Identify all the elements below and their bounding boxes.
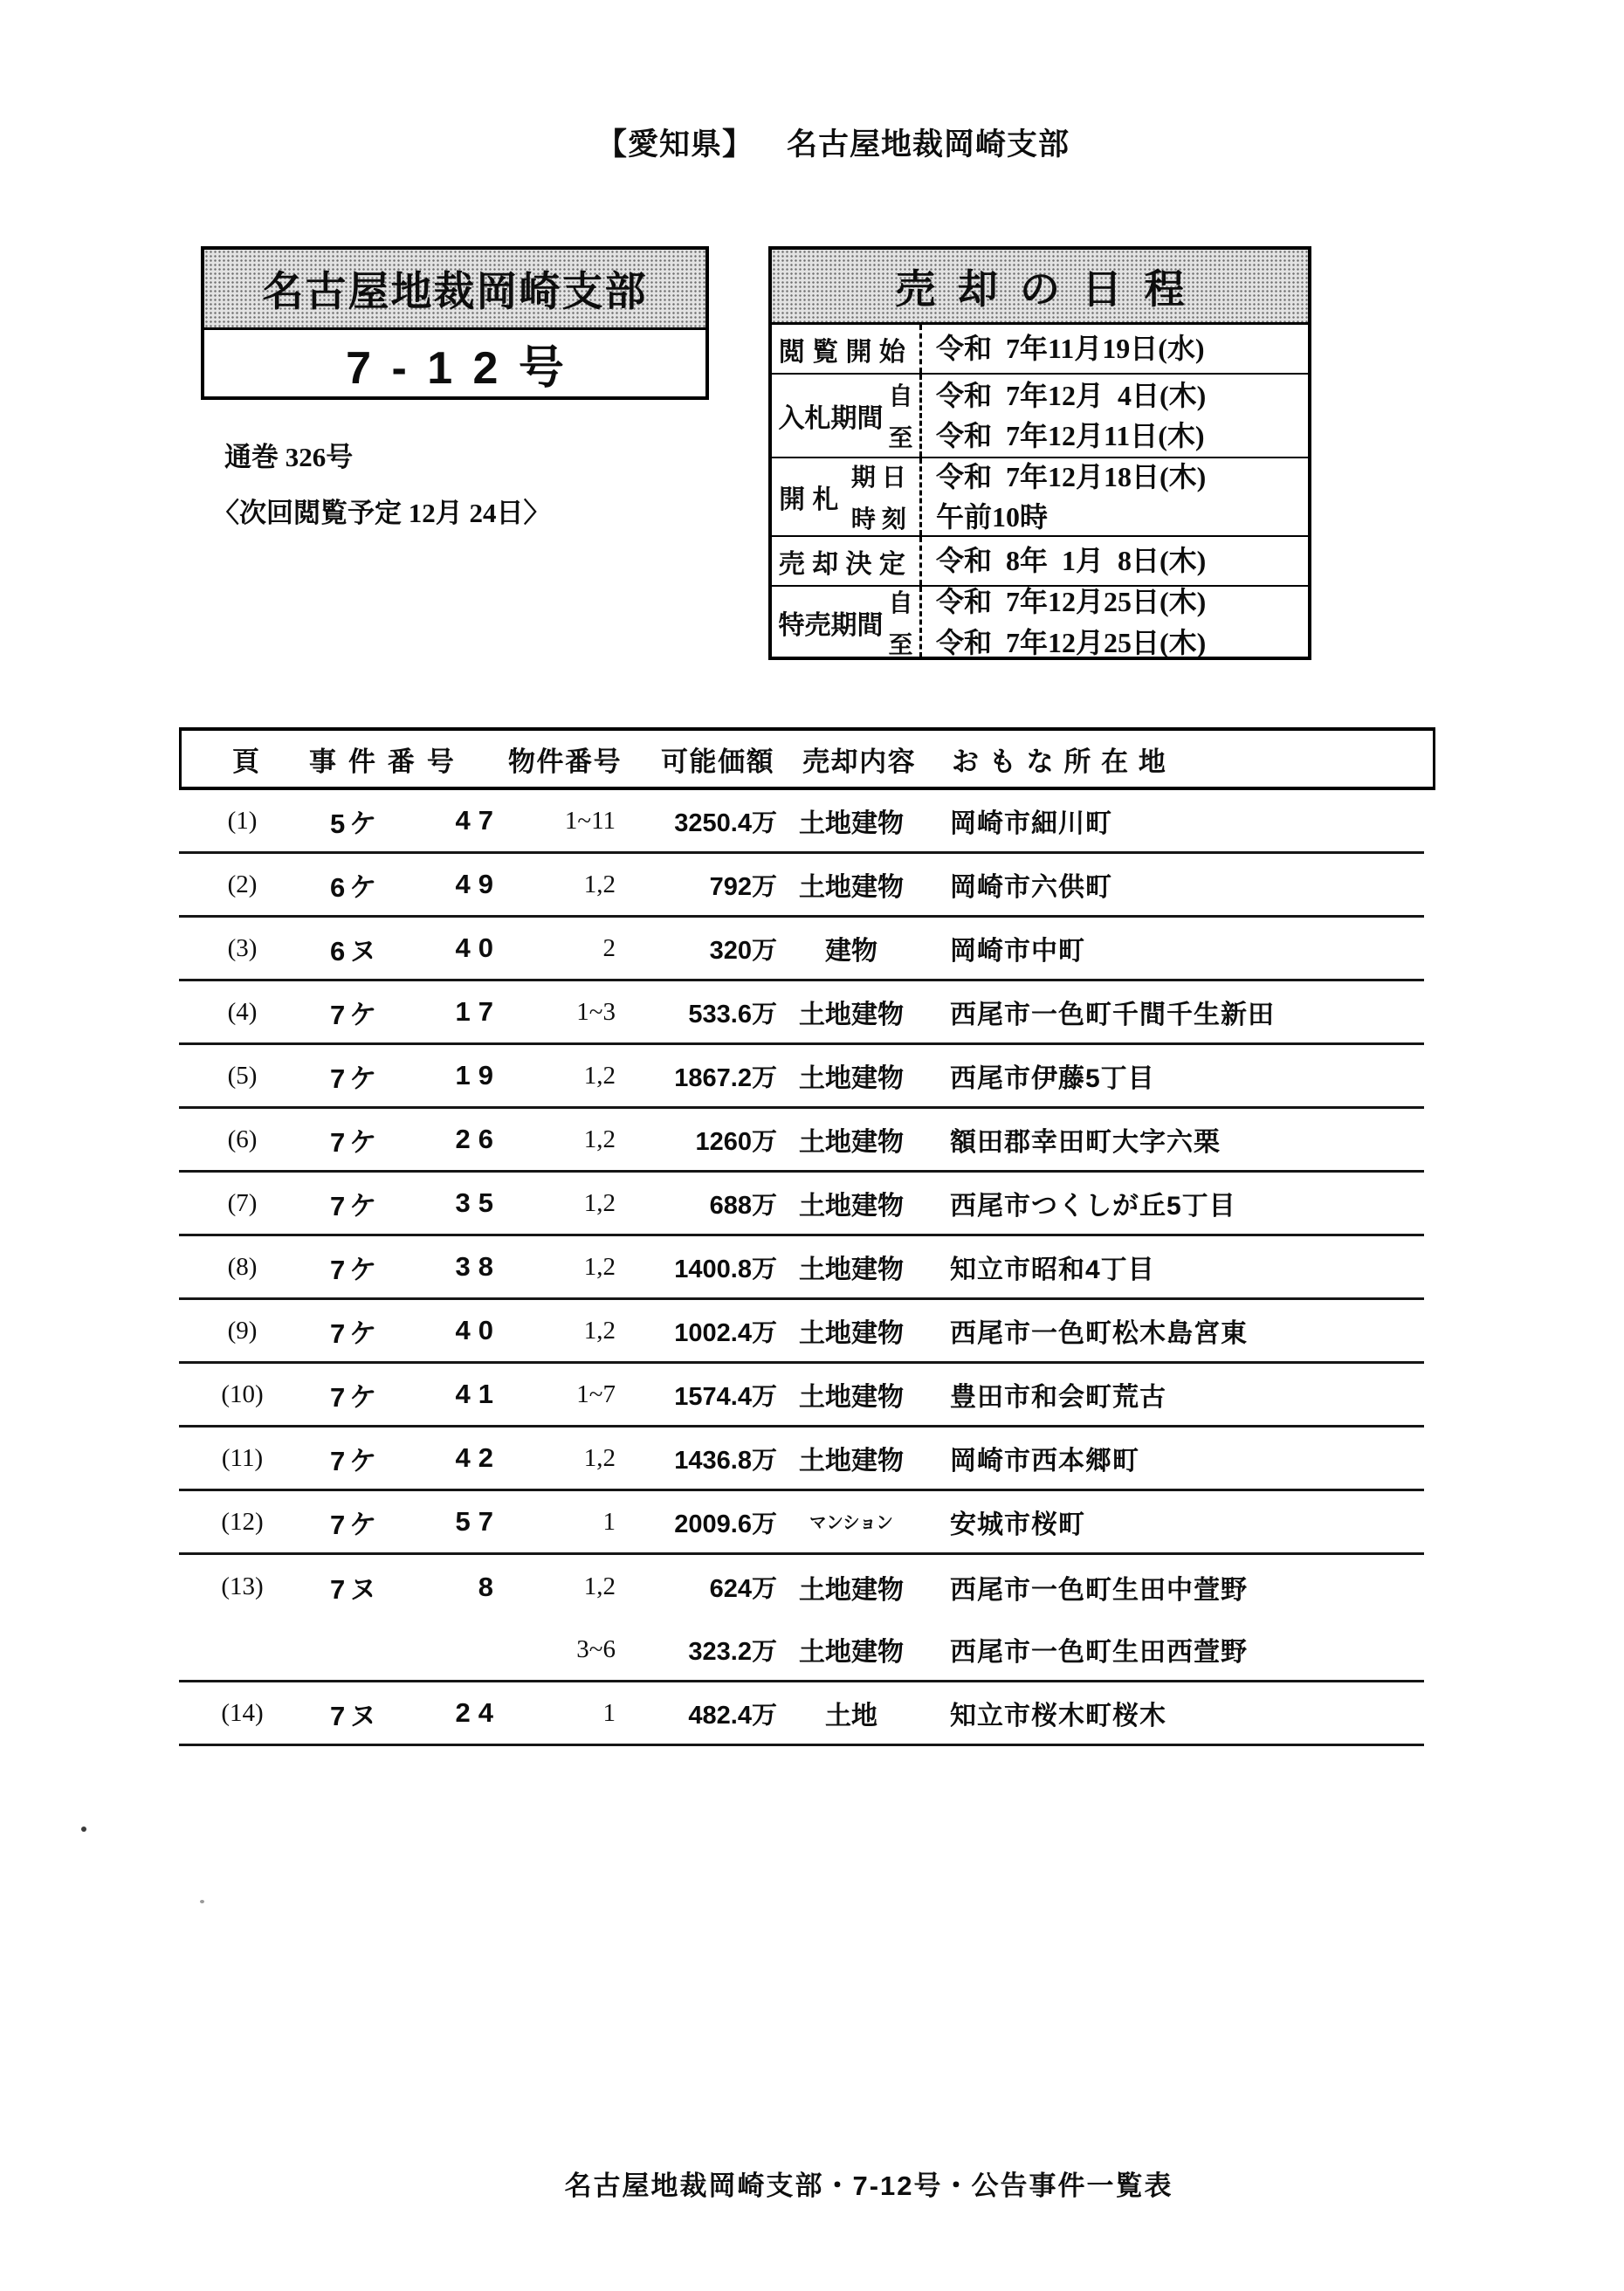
schedule-row-label: 売却決定 [778, 549, 913, 579]
cell-property-number: 1~11 [564, 806, 616, 835]
col-header-sale-content: 売却内容 [802, 746, 917, 777]
cell-property-number: 1~3 [576, 997, 616, 1026]
sale-schedule-table [768, 246, 1311, 660]
cell-case-number: 41 [455, 1379, 501, 1409]
cell-sale-content: 土地建物 [799, 873, 904, 902]
schedule-value: 令和 7年12月11日(木) [936, 420, 1205, 451]
cell-page: (8) [227, 1252, 258, 1281]
cell-case-number: 57 [455, 1506, 501, 1537]
cell-page: (6) [227, 1125, 258, 1153]
cell-price: 1574.4万 [674, 1382, 777, 1411]
cell-page: (4) [227, 997, 258, 1026]
cell-price: 1002.4万 [674, 1318, 777, 1347]
cell-sale-content: 土地建物 [799, 1575, 904, 1605]
cell-sale-content: 建物 [825, 937, 877, 966]
cell-location: 西尾市一色町松木島宮東 [950, 1319, 1248, 1348]
cell-location: 岡崎市六供町 [950, 873, 1112, 902]
scan-artifact-dot [81, 1827, 86, 1832]
cell-sale-content: 土地建物 [799, 1383, 904, 1412]
cell-page: (5) [227, 1061, 258, 1090]
cell-case-prefix: 7ケ [330, 1445, 382, 1476]
cell-sale-content: 土地建物 [799, 1638, 904, 1667]
cell-page: (11) [221, 1443, 264, 1472]
cell-case-number: 17 [455, 996, 501, 1027]
cell-location: 豊田市和会町荒古 [950, 1383, 1166, 1412]
cell-case-number: 26 [455, 1124, 501, 1154]
table-row [179, 1555, 1424, 1619]
table-row [179, 1682, 1424, 1746]
cell-price: 1260万 [695, 1127, 777, 1156]
cell-property-number: 1,2 [583, 1316, 616, 1345]
cell-sale-content: 土地建物 [799, 1192, 904, 1221]
cell-price: 792万 [709, 872, 777, 901]
prefecture-label: 【愛知県】 [596, 127, 754, 162]
next-viewing-label: 〈次回閲覧予定 12月 24日〉 [212, 498, 551, 528]
cell-price: 624万 [709, 1575, 777, 1603]
cell-page: (2) [227, 870, 258, 898]
cell-property-number: 1,2 [583, 1252, 616, 1281]
schedule-row-viewing-start [772, 325, 1308, 375]
schedule-row-label: 特売期間 [778, 610, 884, 640]
cell-case-prefix: 5ケ [330, 808, 382, 839]
schedule-value: 令和 8年 1月 8日(木) [936, 545, 1207, 577]
table-row [179, 1173, 1424, 1236]
cell-location: 額田郡幸田町大字六栗 [950, 1128, 1221, 1157]
cell-price: 320万 [709, 936, 777, 965]
scan-artifact-dot [200, 1900, 204, 1903]
cell-case-prefix: 7ケ [330, 1254, 382, 1285]
schedule-value: 令和 7年11月19日(水) [936, 333, 1205, 365]
issue-box-court-title: 名古屋地裁岡崎支部 [204, 250, 705, 330]
schedule-value: 令和 7年12月25日(木) [936, 586, 1207, 618]
cell-page: (13) [221, 1572, 264, 1600]
cell-location: 知立市昭和4丁目 [950, 1256, 1155, 1284]
schedule-sub-label: 至 [888, 630, 913, 658]
cell-case-prefix: 7ケ [330, 1063, 382, 1094]
schedule-row-label: 入札期間 [778, 404, 884, 433]
cell-location: 知立市桜木町桜木 [950, 1702, 1166, 1730]
table-row [179, 1300, 1424, 1364]
table-row [179, 1109, 1424, 1173]
cell-price: 1867.2万 [674, 1063, 777, 1092]
cell-property-number: 1,2 [583, 1125, 616, 1153]
cell-property-number: 1~7 [576, 1379, 616, 1408]
cell-property-number: 1,2 [583, 870, 616, 898]
case-table-header [179, 727, 1435, 790]
cell-case-prefix: 7ケ [330, 999, 382, 1030]
schedule-sub-label: 至 [888, 424, 913, 451]
schedule-row-bid-period [772, 375, 1308, 458]
case-table-rows [179, 790, 1424, 1746]
volume-label: 通巻 326号 [224, 442, 354, 472]
cell-property-number: 1,2 [583, 1188, 616, 1217]
schedule-sub-label: 期日 [850, 464, 912, 491]
cell-price: 1400.8万 [674, 1255, 777, 1283]
cell-property-number: 1,2 [583, 1443, 616, 1472]
schedule-value: 令和 7年12月25日(木) [936, 626, 1207, 658]
cell-sale-content: 土地建物 [799, 1064, 904, 1093]
table-row-continuation [179, 1619, 1424, 1682]
cell-price: 1436.8万 [674, 1446, 777, 1475]
cell-location: 西尾市つくしが丘5丁目 [950, 1192, 1236, 1221]
cell-location: 安城市桜町 [950, 1510, 1085, 1539]
cell-case-prefix: 6ケ [330, 871, 382, 903]
table-row [179, 854, 1424, 918]
cell-case-prefix: 7ケ [330, 1126, 382, 1158]
table-row [179, 1364, 1424, 1428]
cell-case-prefix: 7ヌ [330, 1574, 382, 1605]
cell-case-prefix: 6ヌ [330, 935, 382, 967]
cell-location: 西尾市伊藤5丁目 [950, 1064, 1155, 1093]
cell-case-number: 19 [455, 1060, 501, 1090]
cell-page: (3) [227, 933, 258, 962]
cell-case-prefix: 7ケ [330, 1190, 382, 1221]
cell-case-number: 40 [455, 1315, 501, 1345]
page-footer: 名古屋地裁岡崎支部・7-12号・公告事件一覧表 [564, 2171, 1173, 2201]
cell-price: 2009.6万 [674, 1510, 777, 1538]
cell-case-prefix: 7ケ [330, 1317, 382, 1349]
cell-sale-content: 土地建物 [799, 809, 904, 838]
cell-price: 3250.4万 [674, 808, 777, 837]
cell-location: 岡崎市西本郷町 [950, 1447, 1139, 1476]
schedule-sub-label: 自 [888, 382, 913, 409]
cell-sale-content: 土地建物 [799, 1319, 904, 1348]
schedule-sub-label: 時刻 [850, 506, 912, 533]
schedule-sub-label: 自 [888, 588, 913, 616]
cell-case-number: 24 [455, 1697, 501, 1728]
cell-sale-content: 土地建物 [799, 1001, 904, 1029]
schedule-row-sale-decision [772, 537, 1308, 587]
cell-case-number: 38 [455, 1251, 501, 1282]
cell-sale-content: 土地建物 [799, 1128, 904, 1157]
cell-location: 西尾市一色町生田中萱野 [950, 1575, 1248, 1605]
cell-sale-content: 土地 [825, 1702, 877, 1730]
schedule-row-special-sale-period [772, 587, 1308, 657]
cell-case-number: 49 [455, 869, 501, 899]
page-header [596, 120, 1070, 164]
cell-location: 岡崎市中町 [950, 937, 1085, 966]
schedule-row-label: 閲覧開始 [778, 337, 913, 367]
cell-sale-content: マンション [809, 1513, 893, 1533]
schedule-value: 午前10時 [936, 501, 1049, 533]
issue-box [201, 246, 709, 400]
table-row [179, 918, 1424, 981]
cell-page: (10) [221, 1379, 264, 1408]
cell-price: 533.6万 [688, 1000, 777, 1029]
cell-property-number: 1,2 [583, 1061, 616, 1090]
cell-case-prefix: 7ケ [330, 1509, 382, 1540]
cell-property-number: 1,2 [583, 1572, 616, 1600]
table-row [179, 981, 1424, 1045]
cell-location: 西尾市一色町生田西萱野 [950, 1638, 1248, 1667]
cell-property-number: 2 [602, 933, 616, 962]
cell-case-prefix: 7ヌ [330, 1700, 382, 1731]
table-row [179, 1491, 1424, 1555]
table-row [179, 1236, 1424, 1300]
cell-price: 323.2万 [688, 1637, 777, 1666]
issue-number: 7-12号 [346, 343, 585, 394]
cell-case-number: 47 [455, 805, 501, 836]
cell-page: (1) [227, 806, 258, 835]
cell-property-number: 1 [602, 1698, 616, 1727]
col-header-page: 頁 [232, 746, 259, 777]
cell-case-number: 42 [455, 1442, 501, 1473]
col-header-property-number: 物件番号 [508, 746, 623, 777]
schedule-value: 令和 7年12月 4日(木) [936, 379, 1207, 411]
cell-sale-content: 土地建物 [799, 1447, 904, 1476]
cell-page: (14) [221, 1698, 264, 1727]
cell-sale-content: 土地建物 [799, 1256, 904, 1284]
col-header-main-location: おもな所在地 [952, 746, 1176, 777]
col-header-case-number: 事件番号 [309, 746, 466, 777]
court-name-label: 名古屋地裁岡崎支部 [787, 127, 1070, 162]
table-row [179, 790, 1424, 854]
cell-page: (9) [227, 1316, 258, 1345]
schedule-row-label: 開札 [779, 485, 846, 514]
cell-case-number: 8 [478, 1571, 501, 1602]
cell-case-number: 40 [455, 932, 501, 963]
cell-price: 688万 [709, 1191, 777, 1220]
cell-property-number: 3~6 [576, 1634, 616, 1663]
cell-case-number: 35 [455, 1187, 501, 1218]
cell-location: 西尾市一色町千間千生新田 [950, 1001, 1275, 1029]
table-row [179, 1045, 1424, 1109]
table-row [179, 1428, 1424, 1491]
cell-page: (7) [227, 1188, 258, 1217]
cell-case-prefix: 7ケ [330, 1381, 382, 1413]
cell-page: (12) [221, 1507, 264, 1536]
sale-schedule-title: 売却の日程 [772, 250, 1308, 325]
cell-price: 482.4万 [688, 1701, 777, 1730]
schedule-row-bid-opening [772, 458, 1308, 537]
cell-location: 岡崎市細川町 [950, 809, 1112, 838]
col-header-possible-price: 可能価額 [661, 746, 775, 777]
schedule-value: 令和 7年12月18日(木) [936, 460, 1207, 492]
cell-property-number: 1 [602, 1507, 616, 1536]
